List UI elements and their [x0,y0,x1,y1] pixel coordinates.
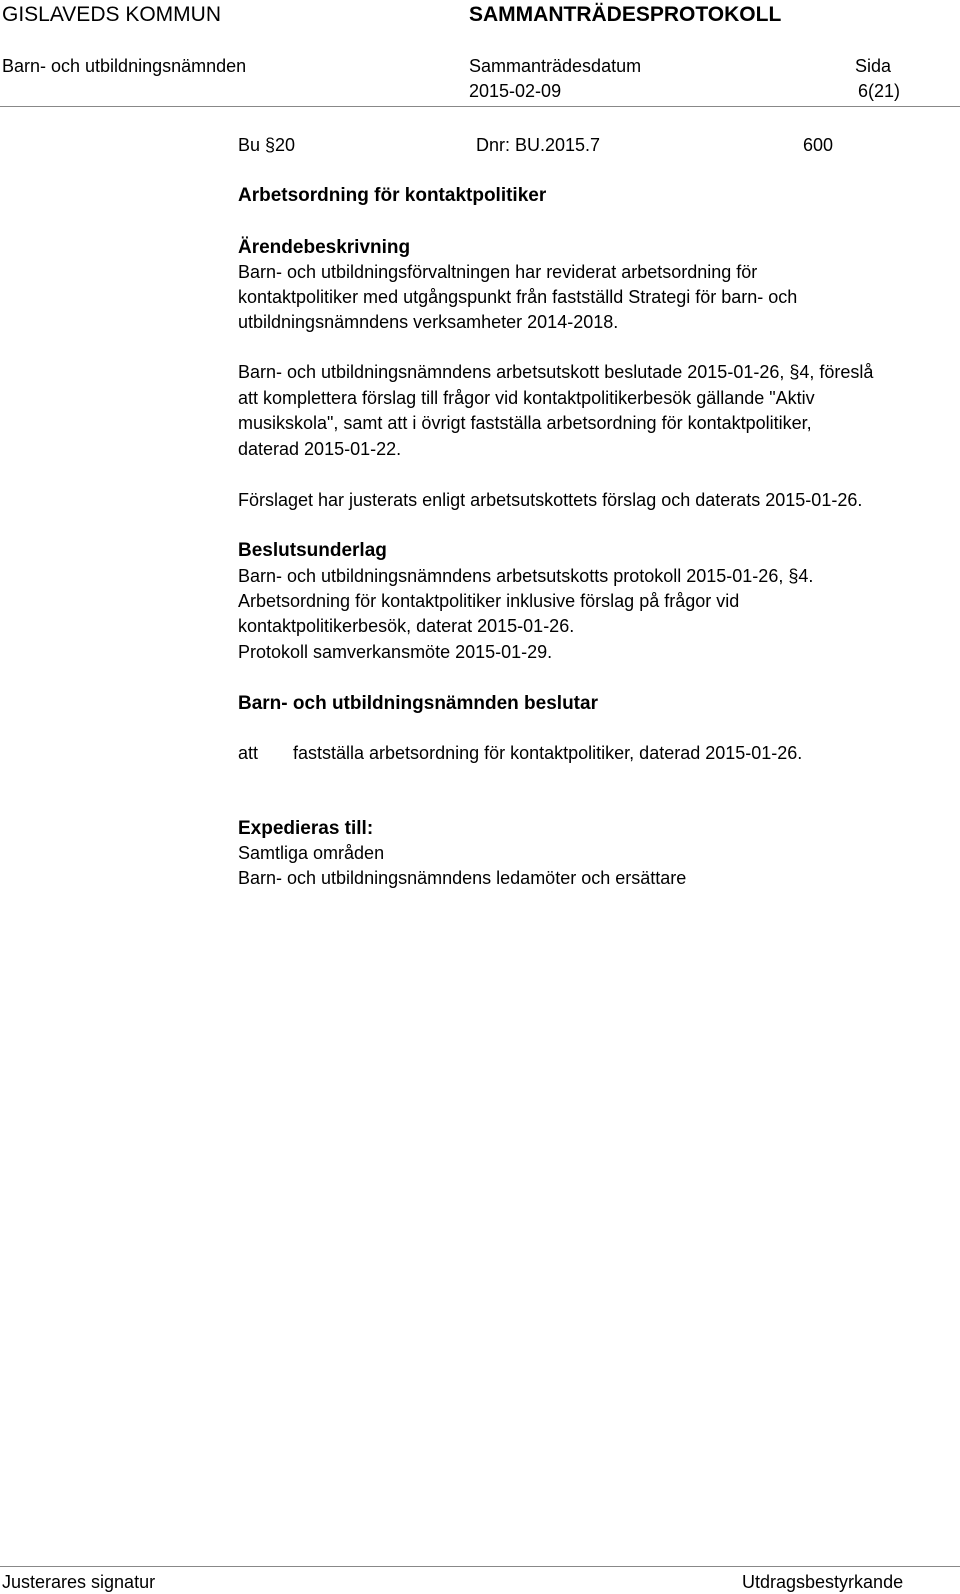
description-line: Barn- och utbildningsförvaltningen har reviderat arbetsordning för [238,262,758,282]
decision-prefix: att [238,743,259,763]
basis-line: kontaktpolitikerbesök, daterat 2015-01-26. [238,616,575,636]
section-heading-arendebeskrivning: Ärendebeskrivning [238,237,411,258]
case-code: 600 [803,135,834,155]
section-heading-distribution: Expedieras till: [238,818,374,839]
organization-name: GISLAVEDS KOMMUN [2,3,221,26]
committee-name: Barn- och utbildningsnämnden [2,56,247,76]
header-divider [0,106,960,107]
footer-signature-label: Justerares signatur [2,1572,156,1592]
distribution-line: Samtliga områden [238,843,385,863]
case-paragraph-number: Bu §20 [238,135,296,155]
description-paragraph-line: daterad 2015-01-22. [238,439,402,459]
document-type-title: SAMMANTRÄDESPROTOKOLL [469,3,782,26]
basis-line: Protokoll samverkansmöte 2015-01-29. [238,642,553,662]
decision-text: fastställa arbetsordning för kontaktpolitiker, daterad 2015-01-26. [293,743,803,763]
meeting-date-value: 2015-02-09 [469,81,562,101]
case-dnr: Dnr: BU.2015.7 [476,135,601,155]
basis-line: Arbetsordning för kontaktpolitiker inklusive förslag på frågor vid [238,591,740,611]
description-line: utbildningsnämndens verksamheter 2014-2018. [238,312,619,332]
section-heading-beslutsunderlag: Beslutsunderlag [238,540,387,561]
description-line: kontaktpolitiker med utgångspunkt från fastställd Strategi för barn- och [238,287,798,307]
description-paragraph-line: musikskola", samt att i övrigt fastställa arbetsordning för kontaktpolitiker, [238,413,812,433]
footer-divider [0,1566,960,1567]
description-paragraph-line: att komplettera förslag till frågor vid kontaktpolitikerbesök gällande "Aktiv [238,388,815,408]
basis-line: Barn- och utbildningsnämndens arbetsutskotts protokoll 2015-01-26, §4. [238,566,814,586]
meeting-date-label: Sammanträdesdatum [469,56,642,76]
footer-certification-label: Utdragsbestyrkande [742,1572,904,1592]
distribution-line: Barn- och utbildningsnämndens ledamöter och ersättare [238,868,687,888]
proposal-adjusted-text: Förslaget har justerats enligt arbetsutskottets förslag och daterats 2015-01-26. [238,490,863,510]
page-number: 6(21) [858,81,901,101]
page-label: Sida [855,56,892,76]
case-title: Arbetsordning för kontaktpolitiker [238,185,547,206]
section-heading-decision: Barn- och utbildningsnämnden beslutar [238,693,598,714]
description-paragraph-line: Barn- och utbildningsnämndens arbetsutskott beslutade 2015-01-26, §4, föreslå [238,362,874,382]
